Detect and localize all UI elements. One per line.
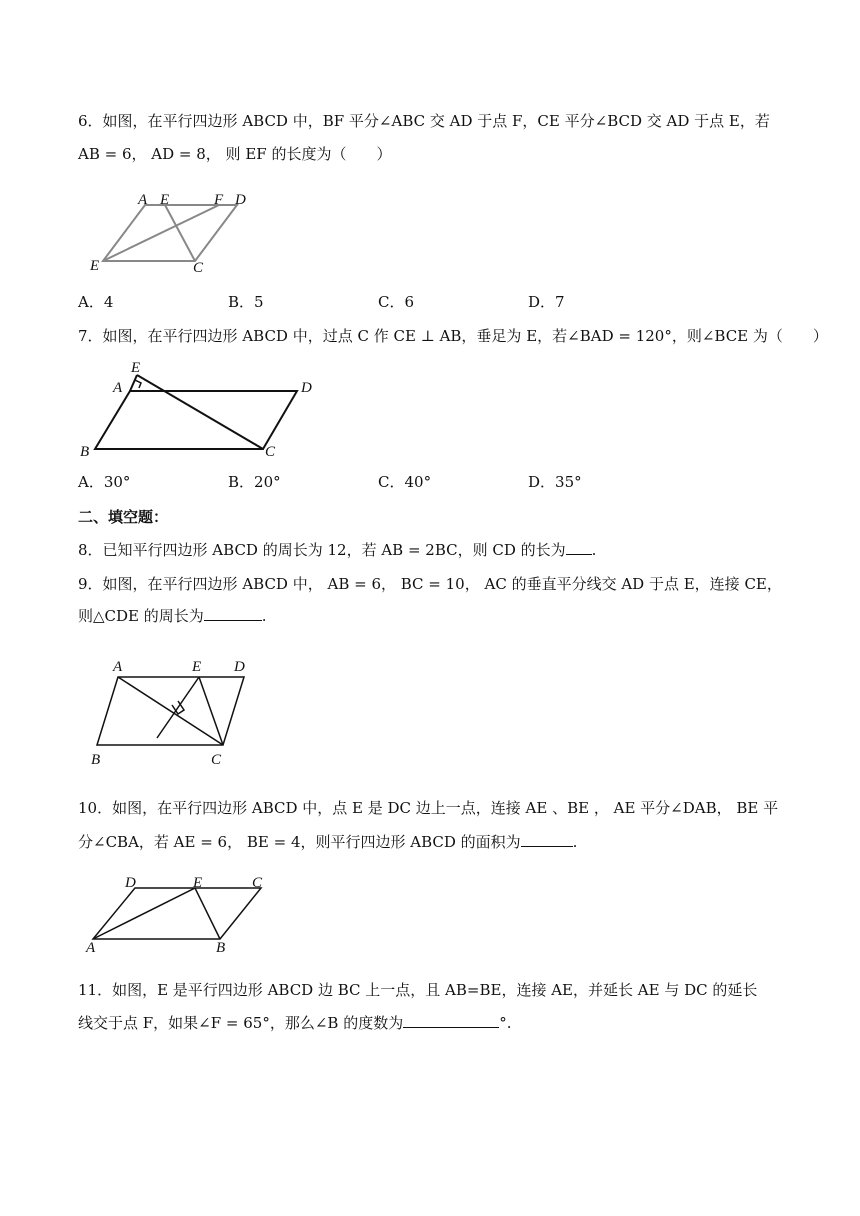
q7-label-D: D bbox=[301, 380, 312, 396]
q6-label-B: E bbox=[90, 258, 100, 274]
q6-option-d: D．7 bbox=[528, 293, 565, 311]
q6-option-a: A．4 bbox=[78, 293, 114, 311]
q6-label-D: D bbox=[235, 192, 246, 208]
q6-label-A: A bbox=[138, 192, 148, 208]
section-2-title: 二、填空题： bbox=[78, 508, 169, 526]
q9-label-C: C bbox=[211, 752, 222, 768]
q6-text-line2: AB = 6， AD = 8， 则 EF 的长度为（ ） bbox=[78, 145, 392, 163]
q6-option-b: B．5 bbox=[228, 293, 264, 311]
q7-label-C: C bbox=[265, 444, 276, 460]
q6-option-c: C．6 bbox=[378, 293, 415, 311]
q9-text-line1: 9．如图，在平行四边形 ABCD 中， AB = 6， BC = 10， AC 的垂直平分线交 AD 于点 E，连接 CE， bbox=[78, 575, 782, 593]
q6-label-C: C bbox=[193, 260, 204, 276]
q7-text-line1: 7．如图，在平行四边形 ABCD 中，过点 C 作 CE ⊥ AB，垂足为 E，若∠BAD = 120°，则∠BCE 为（ ） bbox=[78, 327, 828, 345]
q7-label-A: A bbox=[113, 380, 123, 396]
q9-label-D: D bbox=[234, 659, 245, 675]
q8-text-end: . bbox=[591, 541, 597, 559]
q11-text-end: °. bbox=[499, 1014, 512, 1032]
q10-text-body: 分∠CBA，若 AE = 6， BE = 4，则平行四边形 ABCD 的面积为 bbox=[78, 833, 521, 851]
q7-option-b: B．20° bbox=[228, 473, 281, 491]
q10-text-line2 bbox=[78, 832, 577, 852]
q9-label-B: B bbox=[91, 752, 101, 768]
q10-label-D: D bbox=[125, 875, 136, 891]
q6-label-E: E bbox=[160, 192, 170, 208]
q9-text-line2 bbox=[78, 606, 267, 626]
q10-label-A: A bbox=[86, 940, 96, 956]
q7-option-d: D．35° bbox=[528, 473, 582, 491]
q8-text bbox=[78, 540, 596, 560]
q9-text-end: . bbox=[261, 607, 267, 625]
q9-answer-blank[interactable] bbox=[204, 606, 262, 621]
q9-label-A: A bbox=[113, 659, 123, 675]
q10-answer-blank[interactable] bbox=[521, 832, 573, 847]
q10-label-E: E bbox=[193, 875, 203, 891]
q8-text-body: 8．已知平行四边形 ABCD 的周长为 12，若 AB = 2BC，则 CD 的长为 bbox=[78, 541, 566, 559]
q10-text-end: . bbox=[572, 833, 578, 851]
q11-text-line1: 11．如图，E 是平行四边形 ABCD 边 BC 上一点，且 AB=BE，连接 AE，并延长 AE 与 DC 的延长 bbox=[78, 981, 758, 999]
q7-label-B: B bbox=[80, 444, 90, 460]
q6-text-line1: 6．如图，在平行四边形 ABCD 中，BF 平分∠ABC 交 AD 于点 F，CE 平分∠BCD 交 AD 于点 E，若 bbox=[78, 112, 770, 130]
q7-option-a: A．30° bbox=[78, 473, 131, 491]
q11-answer-blank[interactable] bbox=[403, 1013, 499, 1028]
q10-label-C: C bbox=[252, 875, 263, 891]
q6-label-F: F bbox=[214, 192, 224, 208]
q7-label-E: E bbox=[131, 360, 141, 376]
q9-label-E: E bbox=[192, 659, 202, 675]
q8-answer-blank[interactable] bbox=[566, 540, 592, 555]
q9-text-body: 则△CDE 的周长为 bbox=[78, 607, 204, 625]
q11-text-body: 线交于点 F，如果∠F = 65°，那么∠B 的度数为 bbox=[78, 1014, 404, 1032]
q10-text-line1: 10．如图，在平行四边形 ABCD 中，点 E 是 DC 边上一点，连接 AE 、BE ， AE 平分∠DAB， BE 平 bbox=[78, 799, 779, 817]
q11-text-line2 bbox=[78, 1013, 512, 1033]
q10-label-B: B bbox=[216, 940, 226, 956]
q7-option-c: C．40° bbox=[378, 473, 432, 491]
